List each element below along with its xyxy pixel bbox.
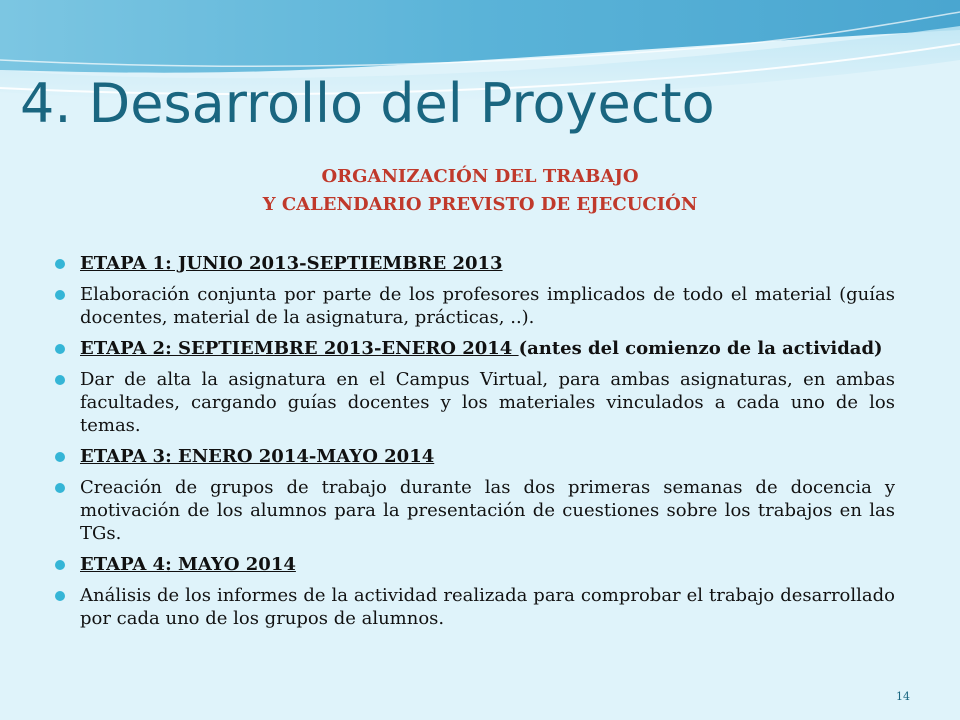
list-item: [55, 553, 895, 576]
subtitle-line-2: Y CALENDARIO PREVISTO DE EJECUCIÓN: [262, 194, 698, 215]
stage-description: Elaboración conjunta por parte de los profesores implicados de todo el material (guías docentes, material de la asignatura, prácticas, ..).: [80, 284, 895, 328]
bullet-icon: [55, 375, 65, 385]
stage-note: (antes del comienzo de la actividad): [518, 338, 883, 359]
list-item: [55, 252, 895, 275]
section-subtitle: [0, 163, 960, 219]
list-item: [55, 337, 895, 360]
stage-heading: ETAPA 4: MAYO 2014: [80, 554, 296, 575]
list-item: [55, 584, 895, 630]
stage-heading: ETAPA 3: ENERO 2014-MAYO 2014: [80, 446, 435, 467]
stage-heading: ETAPA 2: SEPTIEMBRE 2013-ENERO 2014: [80, 338, 519, 359]
stage-heading: ETAPA 1: JUNIO 2013-SEPTIEMBRE 2013: [80, 253, 503, 274]
bullet-icon: [55, 452, 65, 462]
bullet-icon: [55, 591, 65, 601]
bullet-icon: [55, 560, 65, 570]
stage-list: [55, 252, 895, 638]
stage-description: Creación de grupos de trabajo durante las dos primeras semanas de docencia y motivación de los alumnos para la presentación de cuestiones sobre los trabajos en las TGs.: [80, 477, 895, 544]
page-number: 14: [896, 690, 910, 703]
bullet-icon: [55, 483, 65, 493]
list-item: [55, 368, 895, 437]
slide-title: 4. Desarrollo del Proyecto: [20, 72, 715, 135]
stage-description: Dar de alta la asignatura en el Campus Virtual, para ambas asignaturas, en ambas facultades, cargando guías docentes y los materiales vinculados a cada uno de los temas.: [80, 369, 895, 436]
list-item: [55, 476, 895, 545]
bullet-icon: [55, 259, 65, 269]
bullet-icon: [55, 344, 65, 354]
bullet-icon: [55, 290, 65, 300]
list-item: [55, 445, 895, 468]
stage-description: Análisis de los informes de la actividad realizada para comprobar el trabajo desarrollado por cada uno de los grupos de alumnos.: [80, 585, 895, 629]
subtitle-line-1: ORGANIZACIÓN DEL TRABAJO: [321, 166, 639, 187]
list-item: [55, 283, 895, 329]
